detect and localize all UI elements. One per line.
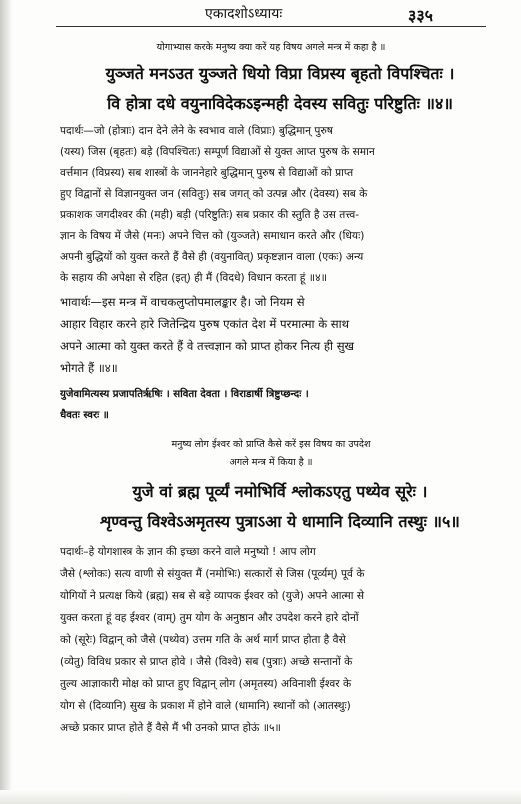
section1-padartha-line: हुए विद्वानों से विज्ञानयुक्त जन (सवितुः) सब जगत् को उत्पन्न और (देवस्य) सब के <box>60 188 368 200</box>
section1-bhavartha-line: अपने आत्मा को युक्त करते हैं वे तत्त्वज्ञान को प्राप्त होकर नित्य ही सुख <box>60 339 355 353</box>
page-header-title: एकादशोऽध्यायः <box>205 6 283 22</box>
section2-padartha-line: योगियों ने प्रत्यक्ष किये (ब्रह्म) सब से बड़े व्यापक ईश्वर को (युजे) अपने आत्मा से <box>60 590 365 602</box>
section2-padartha-line: योग से (दिव्यानि) सुख के प्रकाश में होने वाले (धामानि) स्थानों को (आतस्थुः) <box>60 700 351 712</box>
section1-padartha-line: ज्ञान के विषय में जैसे (मनः) अपने चित्त को (युञ्जते) समाधान करते और (धियः) <box>60 230 365 242</box>
section2-padartha-line: युक्त करता हूं वह ईश्वर (वाम्) तुम योग के अनुष्ठान और उपदेश करने हारे दोनों <box>60 612 359 624</box>
section2-padartha-line: को (सूरेः) विद्वान् को जैसे (पथ्येव) उत्तम गति के अर्थ मार्ग प्राप्त होता है वैसे <box>60 634 346 646</box>
section1-padartha-line: के सहाय की अपेक्षा से रहित (इत्) ही मैं (विदधे) विधान करता हूं ॥४॥ <box>60 272 327 284</box>
section2-padartha-line: अच्छे प्रकार प्राप्त होते हैं वैसे मैं भी उनको प्राप्त होऊं ॥५॥ <box>60 722 281 734</box>
section2-padartha-line: जैसे (श्लोकः) सत्य वाणी से संयुक्त मैं (नमोभिः) सत्कारों से जिस (पूर्व्यम्) पूर्व के <box>60 568 365 580</box>
section1-mantra-line-2: वि होत्रा दधे वयुनाविदेकऽइन्मही देवस्य सवितुः परिष्टुतिः ॥४॥ <box>107 94 453 113</box>
section1-svara: धैवतः स्वरः ॥ <box>60 410 109 421</box>
section2-padartha-line: तुल्य आज्ञाकारी मोक्ष को प्राप्त हुए विद्वान् लोग (अमृतस्य) अविनाशी ईश्वर के <box>60 678 352 690</box>
section1-padartha-line: (यस्य) जिस (बृहतः) बड़े (विपश्चितः) सम्पूर्ण विद्याओं से युक्त आप्त पुरुष के समान <box>60 146 375 158</box>
section2-mantra-line-1: युजे वां ब्रह्म पूर्व्यं नमोभिर्वि श्लोकऽएतु पथ्येव सूरेः । <box>132 482 428 501</box>
page-bottom-edge <box>0 790 521 804</box>
section1-bhavartha-line: भोगते हैं ॥४॥ <box>60 361 118 375</box>
section1-bhavartha-line: भावार्थः—इस मन्त्र में वाचकलुप्तोपमालङ्कार है। जो नियम से <box>60 295 305 309</box>
section1-padartha-line: वर्त्तमान (विप्रस्य) सब शास्त्रों के जाननेहारे बुद्धिमान् पुरुष से विद्याओं को प्राप्त <box>60 167 354 179</box>
page-number: ३३५ <box>408 6 433 25</box>
section2-intro-line-1: मनुष्य लोग ईश्वर को प्राप्ति कैसे करें इस विषय का उपदेश <box>171 439 371 450</box>
section2-mantra-line-2: शृण्वन्तु विश्वेऽअमृतस्य पुत्राऽआ ये धामानि दिव्यानि तस्थुः ॥५॥ <box>100 512 460 531</box>
section2-padartha-line: (व्येतु) विविध प्रकार से प्राप्त होवे । जैसे (विश्वे) सब (पुत्राः) अच्छे सन्तानों के <box>60 656 353 668</box>
section1-intro: योगाभ्यास करके मनुष्य क्या करें यह विषय अगले मन्त्र में कहा है ॥ <box>156 42 386 53</box>
section1-bhavartha-line: आहार विहार करने हारे जितेन्द्रिय पुरुष एकांत देश में परमात्मा के साथ <box>60 317 350 331</box>
section1-padartha-line: पदार्थः—जो (होत्राः) दान देने लेने के स्वभाव वाले (विप्राः) बुद्धिमान् पुरुष <box>60 125 333 137</box>
section1-padartha-line: अपनी बुद्धियों को युक्त करते हैं वैसे ही (वयुनावित्) प्रकृष्टज्ञान वाला (एकः) अन्य <box>60 251 364 263</box>
section1-padartha-line: प्रकाशक जगदीश्वर की (मही) बड़ी (परिष्टुतिः) सब प्रकार की स्तुति है उस तत्त्व- <box>60 209 360 221</box>
section1-mantra-line-1: युञ्जते मनऽउत युञ्जते धियो विप्रा विप्रस्य बृहतो विपश्चितः । <box>105 64 455 83</box>
section2-intro-line-2: अगले मन्त्र में किया है ॥ <box>229 457 313 468</box>
section2-padartha-line: पदार्थः–हे योगशास्त्र के ज्ञान की इच्छा करने वाले मनुष्यो ! आप लोग <box>60 546 316 558</box>
binding-edge-shadow <box>0 0 12 804</box>
section1-rishi-devata: युजेवामित्यस्य प्रजापतिर्ऋषिः । सविता देवता । विराडार्षी त्रिष्टुप्छन्दः । <box>60 389 309 400</box>
header-rule <box>56 26 486 27</box>
